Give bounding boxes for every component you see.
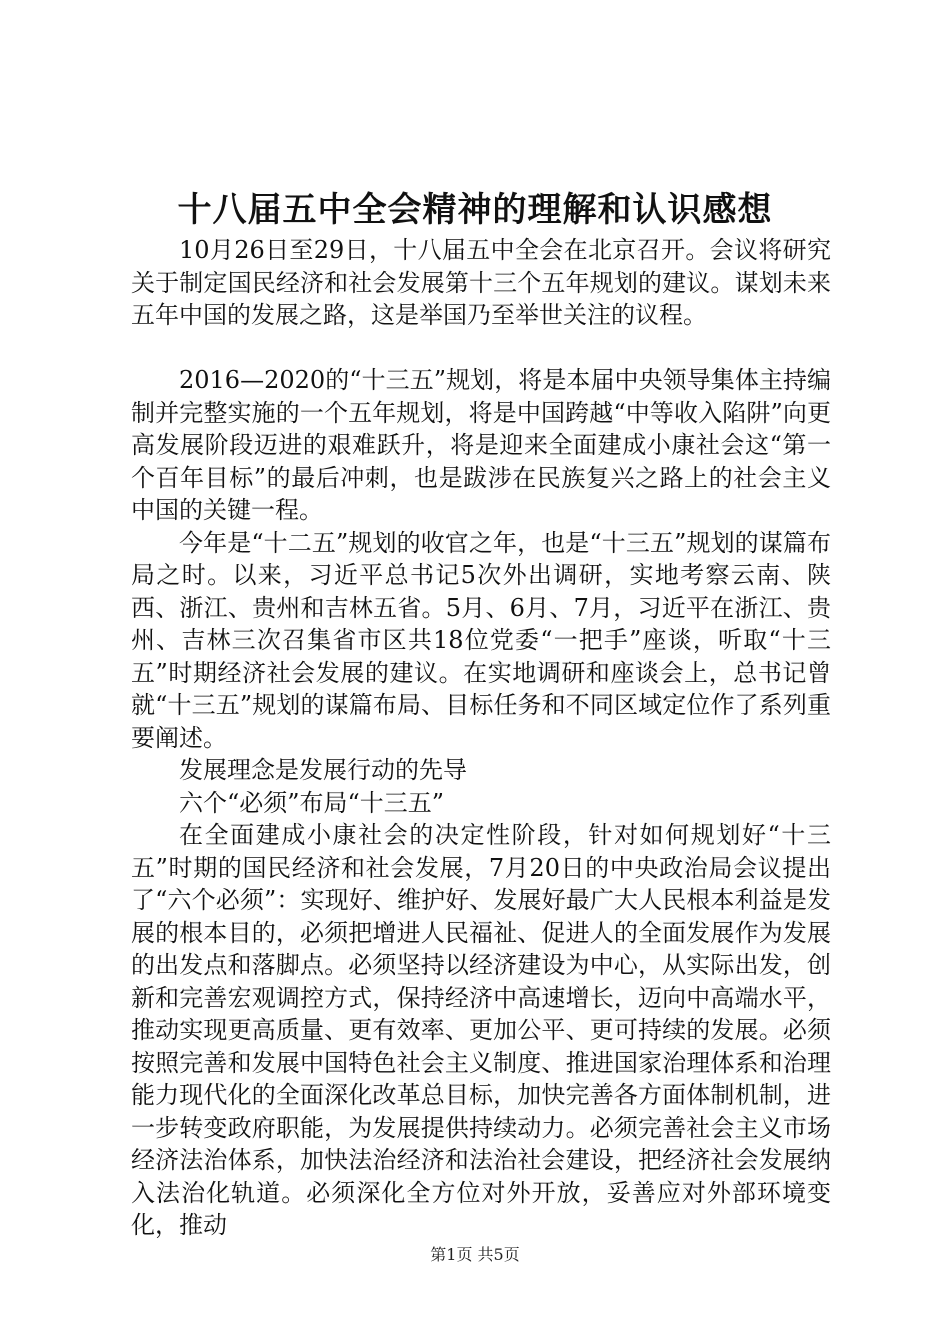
page-number-footer: 第1页 共5页 — [430, 1245, 520, 1264]
paragraph-six-musts: 在全面建成小康社会的决定性阶段，针对如何规划好“十三五”时期的国民经济和社会发展，7月20日的中央政治局会议提出了“六个必须”：实现好、维护好、发展好最广大人民根本利益是发展的根本目的，必须把增进人民福祉、促进人的全面发展作为发展的出发点和落脚点。必须坚持以经济建设为中心，从实际出发，创新和完善宏观调控方式，保持经济中高速增长，迈向中高端水平，推动实现更高质量、更有效率、更加公平、更可持续的发展。必须按照完善和发展中国特色社会主义制度、推进国家治理体系和治理能力现代化的全面深化改革总目标，加快完善各方面体制机制，进一步转变政府职能，为发展提供持续动力。必须完善社会主义市场经济法治体系，加快法治经济和法治社会建设，把经济社会发展纳入法治化轨道。必须深化全方位对外开放，妥善应对外部环境变化，推动 — [131, 821, 831, 1239]
paragraph-13th-plan: 2016—2020的“十三五”规划，将是本届中央领导集体主持编制并完整实施的一个五年规划，将是中国跨越“中等收入陷阱”向更高发展阶段迈进的艰难跃升，将是迎来全面建成小康社会这“第一个百年目标”的最后冲刺，也是跋涉在民族复兴之路上的社会主义中国的关键一程。 — [131, 366, 831, 524]
section-heading-development-concept: 发展理念是发展行动的先导 — [179, 756, 467, 784]
document-body — [131, 234, 831, 1242]
document-title: 十八届五中全会精神的理解和认识感想 — [177, 190, 773, 230]
paragraph-intro: 10月26日至29日，十八届五中全会在北京召开。会议将研究关于制定国民经济和社会发展第十三个五年规划的建议。谋划未来五年中国的发展之路，这是举国乃至举世关注的议程。 — [131, 236, 831, 329]
paragraph-spacer — [131, 332, 831, 365]
section-heading-six-musts: 六个“必须”布局“十三五” — [179, 788, 445, 817]
paragraph-research: 今年是“十二五”规划的收官之年，也是“十三五”规划的谋篇布局之时。以来，习近平总书记5次外出调研，实地考察云南、陕西、浙江、贵州和吉林五省。5月、6月、7月，习近平在浙江、贵州、吉林三次召集省市区共18位党委“一把手”座谈，听取“十三五”时期经济社会发展的建议。在实地调研和座谈会上，总书记曾就“十三五”规划的谋篇布局、目标任务和不同区域定位作了系列重要阐述。 — [131, 528, 831, 752]
